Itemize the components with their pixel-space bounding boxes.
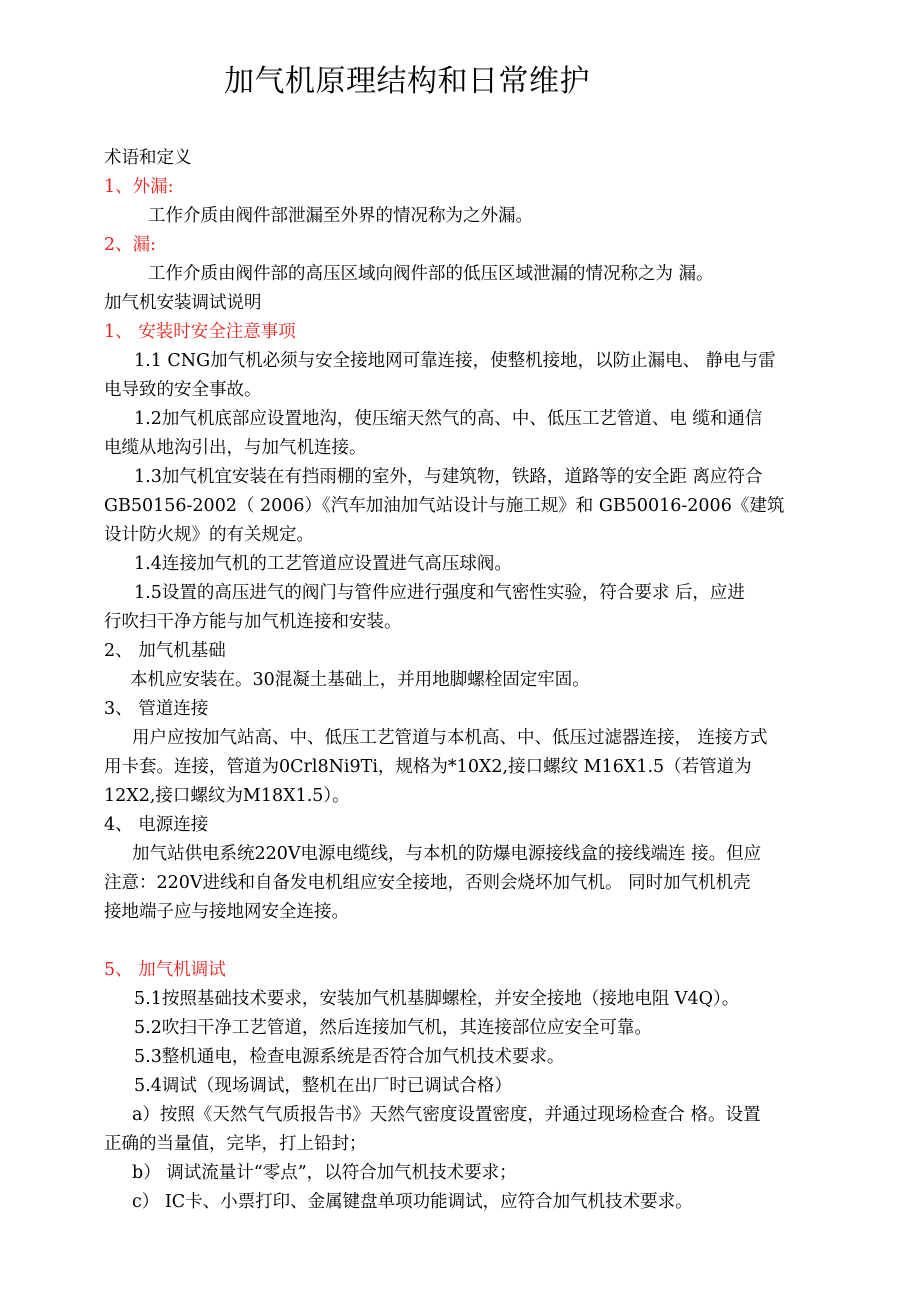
- section3-line3: 12X2,接口螺纹为M18X1.5）。: [104, 786, 350, 806]
- section4-line2: 注意：220V进线和自备发电机组应安全接地，否则会烧坏加气机。 同时加气机机壳: [104, 873, 751, 893]
- section1-3-line2: GB50156-2002（ 2006）《汽车加油加气站设计与施工规》和 GB50016-2006《建筑: [104, 496, 785, 516]
- term1-text: 工作介质由阀件部泄漏至外界的情况称为之外漏。: [148, 206, 533, 226]
- page-title: 加气机原理结构和日常维护: [224, 64, 590, 99]
- section1-1-line1: 1.1 CNG加气机必须与安全接地网可靠连接，使整机接地，以防止漏电、 静电与雷: [134, 351, 776, 371]
- section4-line3: 接地端子应与接地网安全连接。: [104, 902, 349, 922]
- section1-4-line1: 1.4连接加气机的工艺管道应设置进气高压球阀。: [134, 554, 512, 574]
- section2-text: 本机应安装在。30混凝土基础上，并用地脚螺栓固定牢固。: [130, 670, 590, 690]
- section4-heading: 4、 电源连接: [104, 815, 209, 835]
- section1-3-line1: 1.3加气机宜安装在有挡雨棚的室外，与建筑物，铁路，道路等的安全距 离应符合: [134, 467, 763, 487]
- section1-5-line2: 行吹扫干净方能与加气机连接和安装。: [104, 612, 402, 632]
- section1-2-line2: 电缆从地沟引出，与加气机连接。: [104, 438, 367, 458]
- section5-c-line: c） IC卡、小票打印、金属键盘单项功能调试，应符合加气机技术要求。: [132, 1192, 693, 1212]
- section2-heading: 2、 加气机基础: [104, 641, 226, 661]
- section5-4-line: 5.4调试（现场调试，整机在出厂时已调试合格）: [134, 1076, 512, 1096]
- section1-3-line3: 设计防火规》的有关规定。: [104, 525, 314, 545]
- term2-text: 工作介质由阀件部的高压区域向阀件部的低压区域泄漏的情况称之为 漏。: [148, 264, 714, 284]
- section5-a-line2: 正确的当量值，完毕，打上铅封；: [104, 1134, 367, 1154]
- section3-heading: 3、 管道连接: [104, 699, 209, 719]
- section5-heading: 5、 加气机调试: [104, 960, 226, 980]
- section-spacer: [104, 927, 846, 956]
- terms-heading: 术语和定义: [104, 148, 192, 168]
- term2-heading: 2、漏:: [104, 235, 157, 255]
- section3-line1: 用户应按加气站高、中、低压工艺管道与本机高、中、低压过滤器连接， 连接方式: [132, 728, 768, 748]
- section3-line2: 用卡套。连接，管道为0Crl8Ni9Ti，规格为*10X2,接口螺纹 M16X1.5（若管道为: [104, 757, 752, 777]
- section1-1-line2: 电导致的安全事故。: [104, 380, 262, 400]
- install-heading: 加气机安装调试说明: [104, 293, 262, 313]
- section5-a-line1: a）按照《天然气气质报告书》天然气密度设置密度，并通过现场检查合 格。设置: [132, 1105, 761, 1125]
- section5-3-line: 5.3整机通电，检查电源系统是否符合加气机技术要求。: [134, 1047, 565, 1067]
- section1-heading: 1、 安装时安全注意事项: [104, 322, 296, 342]
- section1-5-line1: 1.5设置的高压进气的阀门与管件应进行强度和气密性实验，符合要求 后，应进: [134, 583, 745, 603]
- section5-1-line: 5.1按照基础技术要求，安装加气机基脚螺栓，并安全接地（接地电阻 V4Q）。: [134, 989, 740, 1009]
- term1-heading: 1、外漏:: [104, 177, 174, 197]
- section1-2-line1: 1.2加气机底部应设置地沟，使压缩天然气的高、中、低压工艺管道、电 缆和通信: [134, 409, 763, 429]
- section5-b-line: b） 调试流量计“零点”，以符合加气机技术要求；: [132, 1163, 517, 1183]
- section4-line1: 加气站供电系统220V电源电缆线，与本机的防爆电源接线盒的接线端连 接。但应: [132, 844, 762, 864]
- document-body: [104, 144, 846, 1217]
- section5-2-line: 5.2吹扫干净工艺管道，然后连接加气机，其连接部位应安全可靠。: [134, 1018, 652, 1038]
